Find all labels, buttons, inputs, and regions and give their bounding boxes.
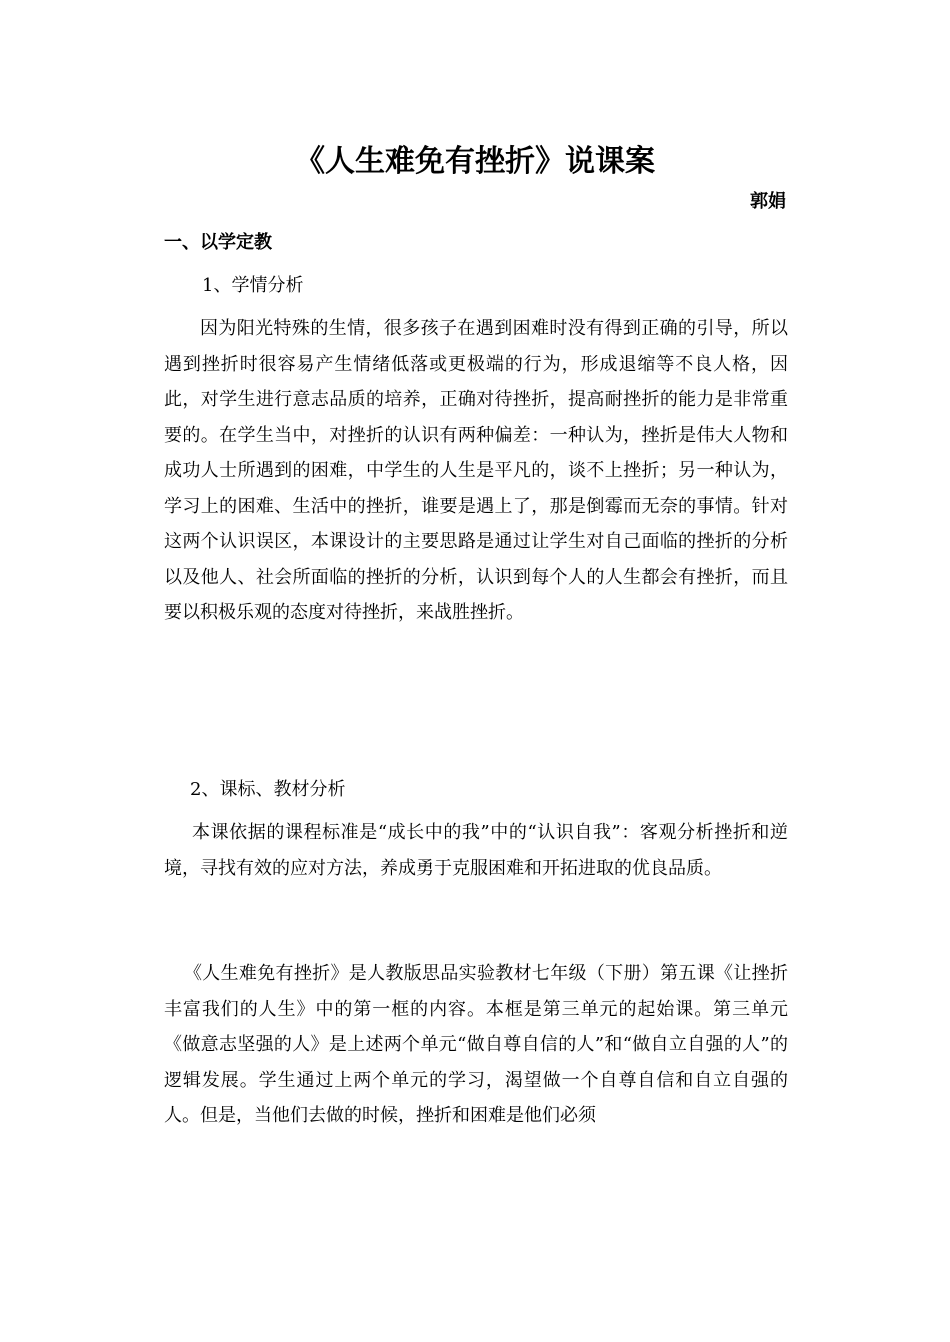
subsection-heading-2: 2、课标、教材分析 bbox=[190, 779, 346, 800]
document-title: 《人生难免有挫折》说课案 bbox=[295, 144, 655, 179]
paragraph-student-analysis: 因为阳光特殊的生情，很多孩子在遇到困难时没有得到正确的引导，所以遇到挫折时很容易产生情绪低落或更极端的行为，形成退缩等不良人格，因此，对学生进行意志品质的培养，正确对待挫折，提高耐挫折的能力是非常重要的。在学生当中，对挫折的认识有两种偏差：一种认为，挫折是伟大人物和成功人士所遇到的困难，中学生的人生是平凡的，谈不上挫折；另一种认为，学习上的困难、生活中的挫折，谁要是遇上了，那是倒霉而无奈的事情。针对这两个认识误区，本课设计的主要思路是通过让学生对自己面临的挫折的分析以及他人、社会所面临的挫折的分析，认识到每个人的人生都会有挫折，而且要以积极乐观的态度对待挫折，来战胜挫折。 bbox=[164, 318, 788, 623]
author-name: 郭娟 bbox=[750, 191, 786, 212]
paragraph-curriculum-standard: 本课依据的课程标准是“成长中的我”中的“认识自我”：客观分析挫折和逆境，寻找有效的应对方法，养成勇于克服困难和开拓进取的优良品质。 bbox=[164, 822, 788, 879]
subsection-heading-1: 1、学情分析 bbox=[202, 275, 304, 296]
section-heading: 一、以学定教 bbox=[164, 232, 272, 253]
paragraph-textbook-analysis: 《人生难免有挫折》是人教版思品实验教材七年级（下册）第五课《让挫折丰富我们的人生》中的第一框的内容。本框是第三单元的起始课。第三单元《做意志坚强的人》是上述两个单元“做自尊自信的人”和“做自立自强的人”的逻辑发展。学生通过上两个单元的学习，渴望做一个自尊自信和自立自强的人。但是，当他们去做的时候，挫折和困难是他们必须 bbox=[164, 963, 788, 1126]
